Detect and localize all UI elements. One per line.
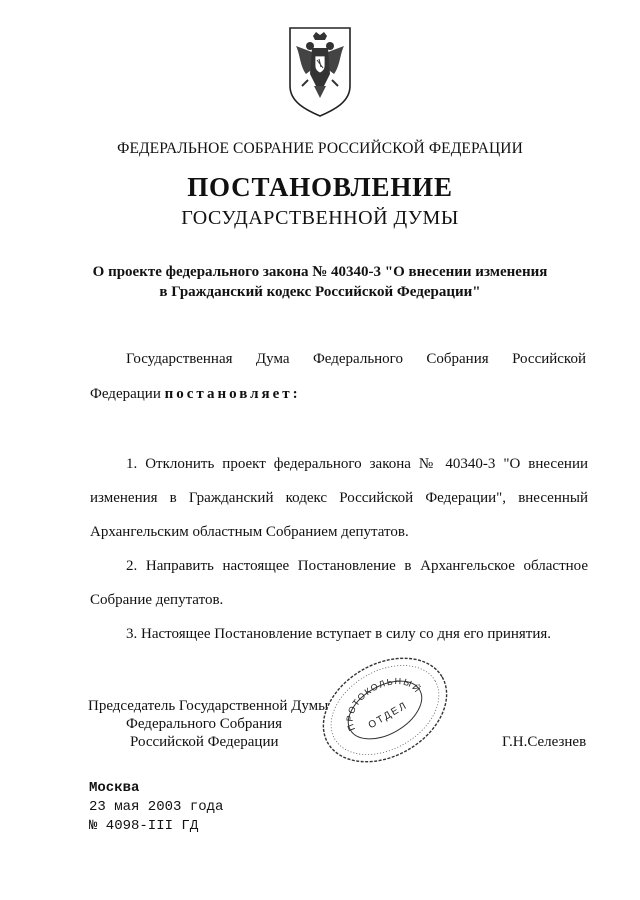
document-number: № 4098-III ГД <box>89 818 199 834</box>
signatory-role-line-1: Председатель Государственной Думы <box>88 698 329 714</box>
stamp-ring-text: ПРОТОКОЛЬНЫЙ <box>344 676 423 733</box>
document-title: ПОСТАНОВЛЕНИЕ <box>187 172 453 202</box>
coat-of-arms-icon <box>286 24 354 120</box>
signatory-name: Г.Н.Селезнев <box>502 734 587 750</box>
date: 23 мая 2003 года <box>89 799 224 815</box>
item-1-line-2: изменения в Гражданский кодекс Российской Федерации", внесенный <box>90 490 588 506</box>
document-subtitle: ГОСУДАРСТВЕННОЙ ДУМЫ <box>181 207 459 229</box>
signatory-role-line-3: Российской Федерации <box>130 734 279 750</box>
item-1-line-3: Архангельским областным Собранием депутатов. <box>90 524 409 540</box>
item-1-line-1: 1. Отклонить проект федерального закона № 40340-3 "О внесении <box>126 456 588 472</box>
item-2-line-2: Собрание депутатов. <box>90 592 224 608</box>
protocol-department-stamp <box>310 655 460 765</box>
organization-heading: ФЕДЕРАЛЬНОЕ СОБРАНИЕ РОССИЙСКОЙ ФЕДЕРАЦИИ <box>117 140 523 157</box>
preamble-line-1: Государственная Дума Федерального Собрания Российской <box>126 351 586 367</box>
resolves-word: постановляет: <box>164 386 301 402</box>
subject-line-2: в Гражданский кодекс Российской Федерации" <box>159 284 481 300</box>
preamble-line-2 <box>90 386 301 403</box>
city: Москва <box>89 780 140 796</box>
subject-line-1: О проекте федерального закона № 40340-3 "О внесении изменения <box>92 264 548 280</box>
signatory-role-line-2: Федерального Собрания <box>126 716 283 732</box>
item-2-line-1: 2. Направить настоящее Постановление в Архангельское областное <box>126 558 588 574</box>
stamp-center-text: ОТДЕЛ <box>366 699 410 732</box>
item-3-line-1: 3. Настоящее Постановление вступает в силу со дня его принятия. <box>126 626 552 642</box>
preamble-prefix: Федерации <box>90 386 165 402</box>
